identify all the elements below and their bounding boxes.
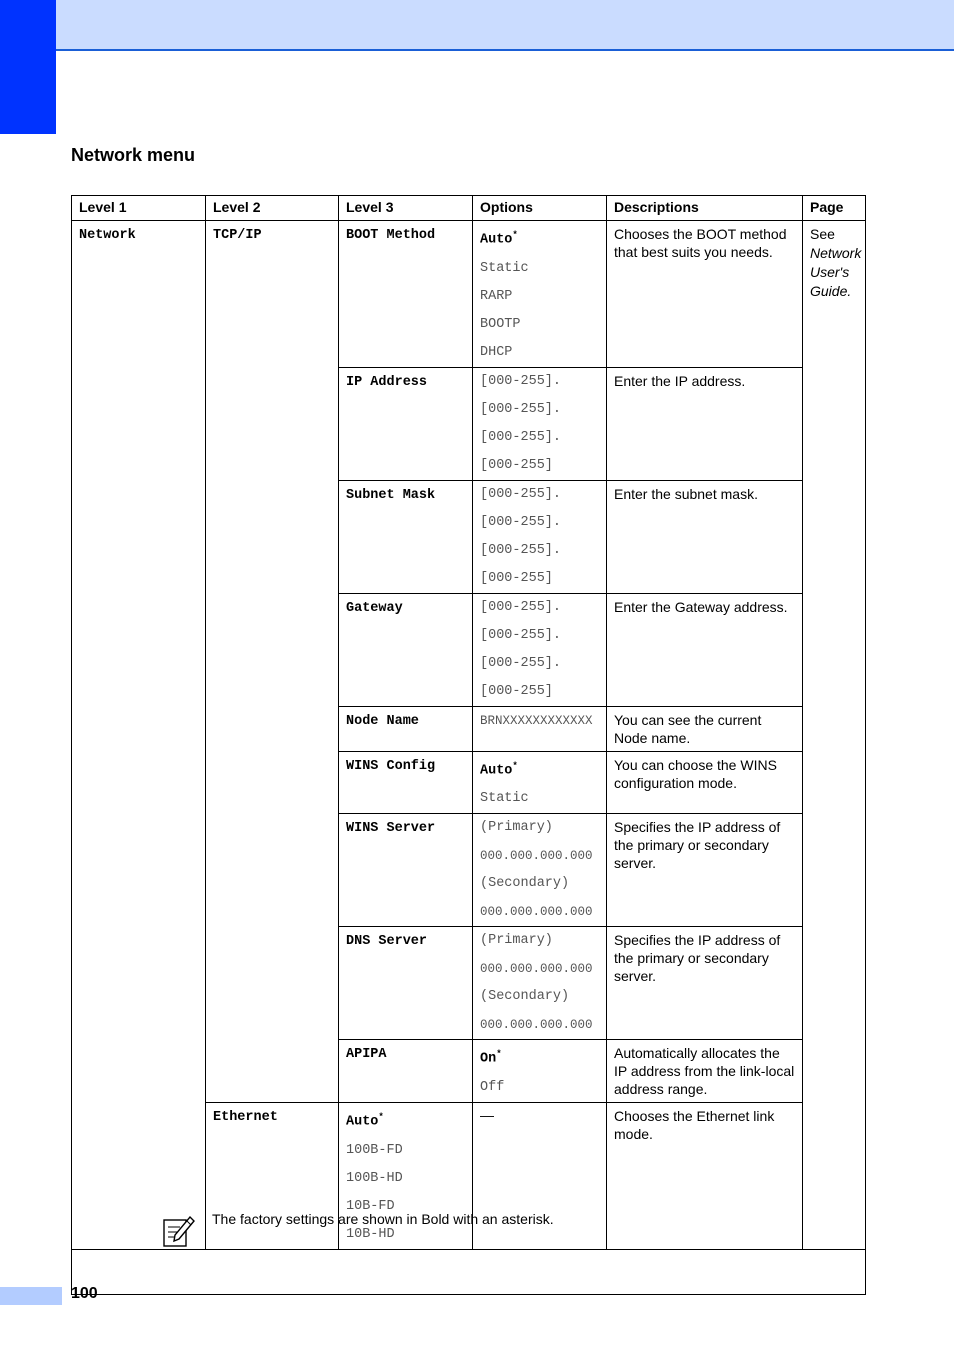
options-cell (473, 367, 607, 480)
option: [000-255]. (480, 401, 562, 417)
note-row (72, 1249, 866, 1294)
options-cell (473, 593, 607, 706)
description-cell: Enter the Gateway address. (607, 593, 803, 706)
option: [000-255]. (480, 486, 562, 502)
header-level3: Level 3 (339, 196, 473, 221)
description-cell: Specifies the IP address of the primary or secondary server. (607, 927, 803, 1040)
level3-cell (339, 1103, 473, 1250)
description-cell: Chooses the Ethernet link mode. (607, 1103, 803, 1250)
level3-cell (339, 1040, 473, 1103)
options-cell (473, 814, 607, 927)
options-cell (473, 480, 607, 593)
options-cell (473, 706, 607, 751)
option: BRNXXXXXXXXXXXX (480, 713, 593, 728)
option: [000-255]. (480, 627, 562, 643)
note-pencil-icon (162, 1214, 196, 1248)
option: 000.000.000.000 (480, 962, 593, 976)
level3-wins-server: WINS Server (346, 821, 436, 836)
option: Off (480, 1079, 505, 1095)
level3-boot-method: BOOT Method (346, 228, 436, 243)
description-cell: Enter the IP address. (607, 367, 803, 480)
option: (Secondary) (480, 876, 570, 891)
level3-gateway: Gateway (346, 600, 403, 616)
level3-dns-server: DNS Server (346, 934, 428, 949)
option: [000-255]. (480, 542, 562, 558)
options-cell (473, 1040, 607, 1103)
option: Static (480, 791, 529, 806)
description-cell: Chooses the BOOT method that best suits you needs. (607, 221, 803, 368)
description-cell: You can choose the WINS configuration mode. (607, 751, 803, 814)
table-row (72, 221, 866, 368)
level1-cell (72, 221, 206, 1250)
option: 10B-FD (346, 1198, 395, 1214)
option: [000-255] (480, 683, 553, 699)
option: [000-255]. (480, 429, 562, 445)
option: 100B-FD (346, 1142, 403, 1158)
note-cell (72, 1249, 866, 1294)
description-cell: Specifies the IP address of the primary or secondary server. (607, 814, 803, 927)
option-default: Auto* (480, 760, 518, 778)
option-default: Auto* (346, 1112, 384, 1130)
option: 000.000.000.000 (480, 849, 593, 863)
options-cell (473, 927, 607, 1040)
level2-ethernet: Ethernet (213, 1110, 278, 1125)
level3-cell (339, 751, 473, 814)
note-text: The factory settings are shown in Bold with an asterisk. (212, 1211, 554, 1227)
option: [000-255]. (480, 373, 562, 389)
description-cell: Automatically allocates the IP address from the link-local address range. (607, 1040, 803, 1103)
option-default: On* (480, 1049, 502, 1067)
level3-cell (339, 593, 473, 706)
option: Static (480, 260, 529, 276)
header-options: Options (473, 196, 607, 221)
level3-wins-config: WINS Config (346, 758, 436, 774)
footer-bar (0, 1287, 62, 1305)
chapter-tab (0, 0, 56, 134)
level3-apipa: APIPA (346, 1047, 387, 1062)
level2-cell (206, 221, 339, 1103)
level3-cell (339, 814, 473, 927)
description-cell: Enter the subnet mask. (607, 480, 803, 593)
level3-node-name: Node Name (346, 713, 419, 729)
header-level2: Level 2 (206, 196, 339, 221)
options-cell (473, 751, 607, 814)
level1-network: Network (79, 228, 136, 243)
options-cell: — (473, 1103, 607, 1250)
option: 000.000.000.000 (480, 1018, 593, 1032)
header-band (0, 0, 954, 51)
option: [000-255]. (480, 514, 562, 530)
level3-cell (339, 706, 473, 751)
level3-ip-address: IP Address (346, 374, 428, 390)
header-level1: Level 1 (72, 196, 206, 221)
level2-tcpip: TCP/IP (213, 228, 262, 243)
option: 10B-HD (346, 1226, 395, 1242)
level3-cell (339, 927, 473, 1040)
level2-cell (206, 1103, 339, 1250)
option: [000-255] (480, 570, 553, 586)
header-row (72, 196, 866, 221)
page-number: 100 (71, 1285, 98, 1302)
option: [000-255]. (480, 599, 562, 615)
option-default: Auto* (480, 230, 518, 248)
option: DHCP (480, 344, 513, 360)
option: [000-255] (480, 457, 553, 473)
description-cell: You can see the current Node name. (607, 706, 803, 751)
level3-subnet-mask: Subnet Mask (346, 487, 436, 503)
level3-cell (339, 367, 473, 480)
section-title: Network menu (71, 145, 196, 165)
option: 100B-HD (346, 1170, 403, 1186)
options-cell (473, 221, 607, 368)
option: RARP (480, 288, 513, 304)
level3-cell (339, 221, 473, 368)
header-descriptions: Descriptions (607, 196, 803, 221)
network-menu-table (71, 195, 866, 1295)
option: (Primary) (480, 820, 553, 835)
page-reference: See Network User's Guide. (803, 221, 866, 1250)
option: 000.000.000.000 (480, 905, 593, 919)
option: (Primary) (480, 933, 553, 948)
option: [000-255]. (480, 655, 562, 671)
level3-cell (339, 480, 473, 593)
option: (Secondary) (480, 989, 570, 1004)
header-page: Page (803, 196, 866, 221)
option: BOOTP (480, 316, 521, 332)
